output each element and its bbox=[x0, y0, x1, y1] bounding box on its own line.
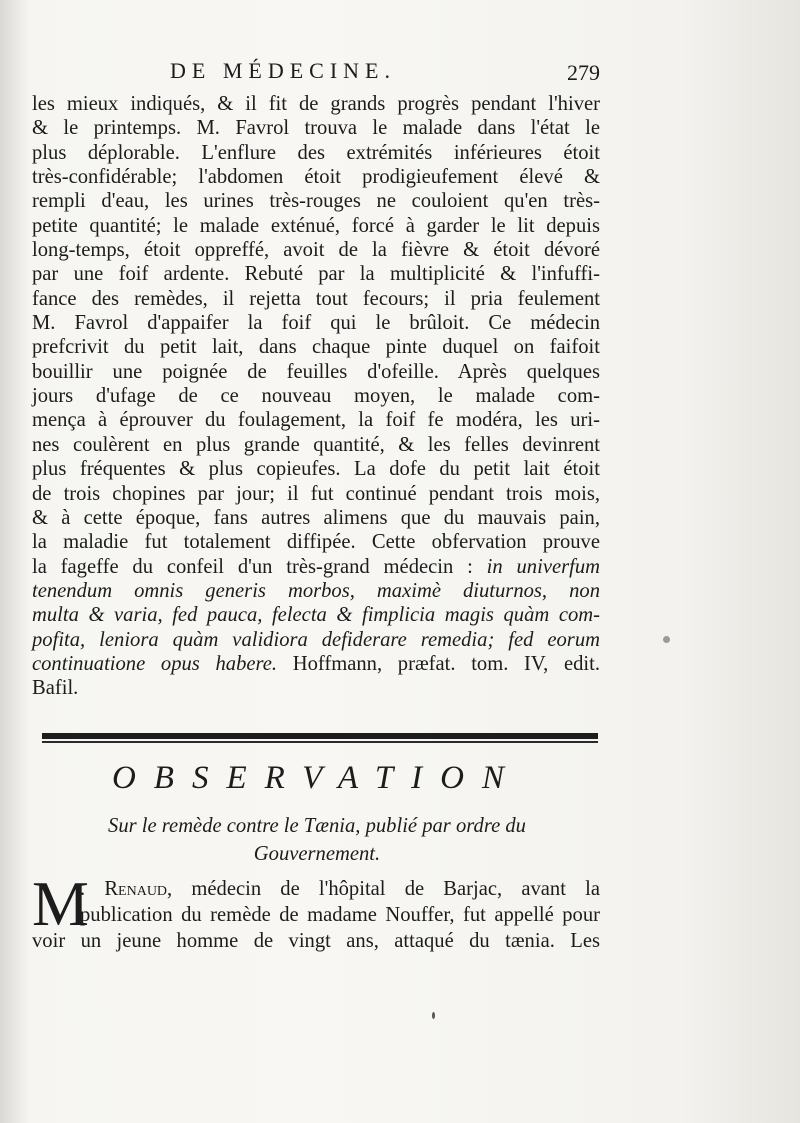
page-header bbox=[34, 58, 600, 88]
citation-end: Bafil. bbox=[32, 677, 79, 700]
latin-quote-line: multa & varia, fed pauca, felecta & fimplicia magis quàm com- bbox=[32, 604, 600, 627]
text-line: rempli d'eau, les urines très-rouges ne couloient qu'en très- bbox=[32, 190, 600, 213]
text-span: médecin de l'hôpital de Barjac, avant la bbox=[191, 878, 600, 900]
paper-speck bbox=[663, 636, 670, 643]
latin-quote-start: in univerfum bbox=[486, 555, 601, 578]
text-line: par une foif ardente. Rebuté par la multiplicité & l'infuffi- bbox=[32, 263, 600, 286]
running-title: DE MÉDECINE. bbox=[170, 58, 396, 83]
page-gutter-shadow bbox=[0, 0, 30, 1123]
text-line: fance des remèdes, il rejetta tout fecours; il pria feulement bbox=[32, 287, 600, 310]
text-line: & à cette époque, fans autres alimens que du mauvais pain, bbox=[32, 506, 600, 529]
text-line: la maladie fut totalement diffipée. Cette obfervation prouve bbox=[32, 531, 600, 554]
text-span: la fageffe du confeil d'un très-grand médecin : bbox=[32, 555, 473, 578]
paper-speck bbox=[432, 1012, 435, 1019]
body-text bbox=[32, 92, 600, 701]
section-subtitle bbox=[34, 812, 600, 868]
latin-quote-line: tenendum omnis generis morbos, maximè diuturnos, non bbox=[32, 579, 600, 602]
citation-line bbox=[32, 652, 600, 676]
text-line: bouillir une poignée de feuilles d'ofeille. Après quelques bbox=[32, 360, 600, 383]
drop-cap: M bbox=[32, 868, 89, 939]
text-line: plus fréquentes & plus copieufes. La dofe du petit lait étoit bbox=[32, 458, 600, 481]
text-line: plus déplorable. L'enflure des extrémités inférieures étoit bbox=[32, 141, 600, 164]
text-line-mixed bbox=[32, 555, 600, 579]
text-line: prefcrivit du petit lait, dans chaque pinte duquel on faifoit bbox=[32, 336, 600, 359]
section-divider bbox=[42, 733, 598, 743]
page-number: 279 bbox=[567, 60, 600, 85]
paragraph-line: voir un jeune homme de vingt ans, attaqué du tænia. Les bbox=[32, 930, 600, 952]
text-line: de trois chopines par jour; il fut continué pendant trois mois, bbox=[32, 482, 600, 505]
paragraph bbox=[32, 868, 600, 954]
text-line: & le printemps. M. Favrol trouva le malade dans l'état le bbox=[32, 117, 600, 140]
text-line: les mieux indiqués, & il fit de grands progrès pendant l'hiver bbox=[32, 93, 600, 115]
citation: Hoffmann, præfat. tom. IV, edit. bbox=[292, 652, 600, 675]
latin-quote-end: continuatione opus habere. bbox=[32, 652, 278, 675]
author-name: . Renaud, bbox=[80, 878, 173, 900]
text-line: mença à éprouver du foulagement, la foif fe modéra, les uri- bbox=[32, 409, 600, 432]
latin-quote-line: pofita, leniora quàm validiora defiderare remedia; fed eorum bbox=[32, 628, 600, 651]
subtitle-line: Sur le remède contre le Tænia, publié par ordre du bbox=[108, 815, 526, 837]
text-line: jours d'ufage de ce nouveau moyen, le malade com- bbox=[32, 385, 600, 408]
text-line: nes coulèrent en plus grande quantité, & les felles devinrent bbox=[32, 433, 600, 456]
paragraph-line bbox=[80, 876, 600, 902]
divider-thin-rule bbox=[42, 741, 598, 743]
subtitle-line: Gouvernement. bbox=[253, 843, 381, 865]
section-title: OBSERVATION bbox=[111, 760, 523, 796]
divider-thick-rule bbox=[42, 733, 598, 739]
text-line: M. Favrol d'appaifer la foif qui le brûloit. Ce médecin bbox=[32, 312, 600, 335]
text-line: très-confidérable; l'abdomen étoit prodigieufement élevé & bbox=[32, 166, 600, 189]
text-line: petite quantité; le malade exténué, forcé à garder le lit depuis bbox=[32, 214, 600, 237]
paragraph-line: publication du remède de madame Nouffer, fut appellé pour bbox=[80, 904, 600, 926]
text-line: long-temps, étoit oppreffé, avoit de la fièvre & étoit dévoré bbox=[32, 239, 600, 262]
